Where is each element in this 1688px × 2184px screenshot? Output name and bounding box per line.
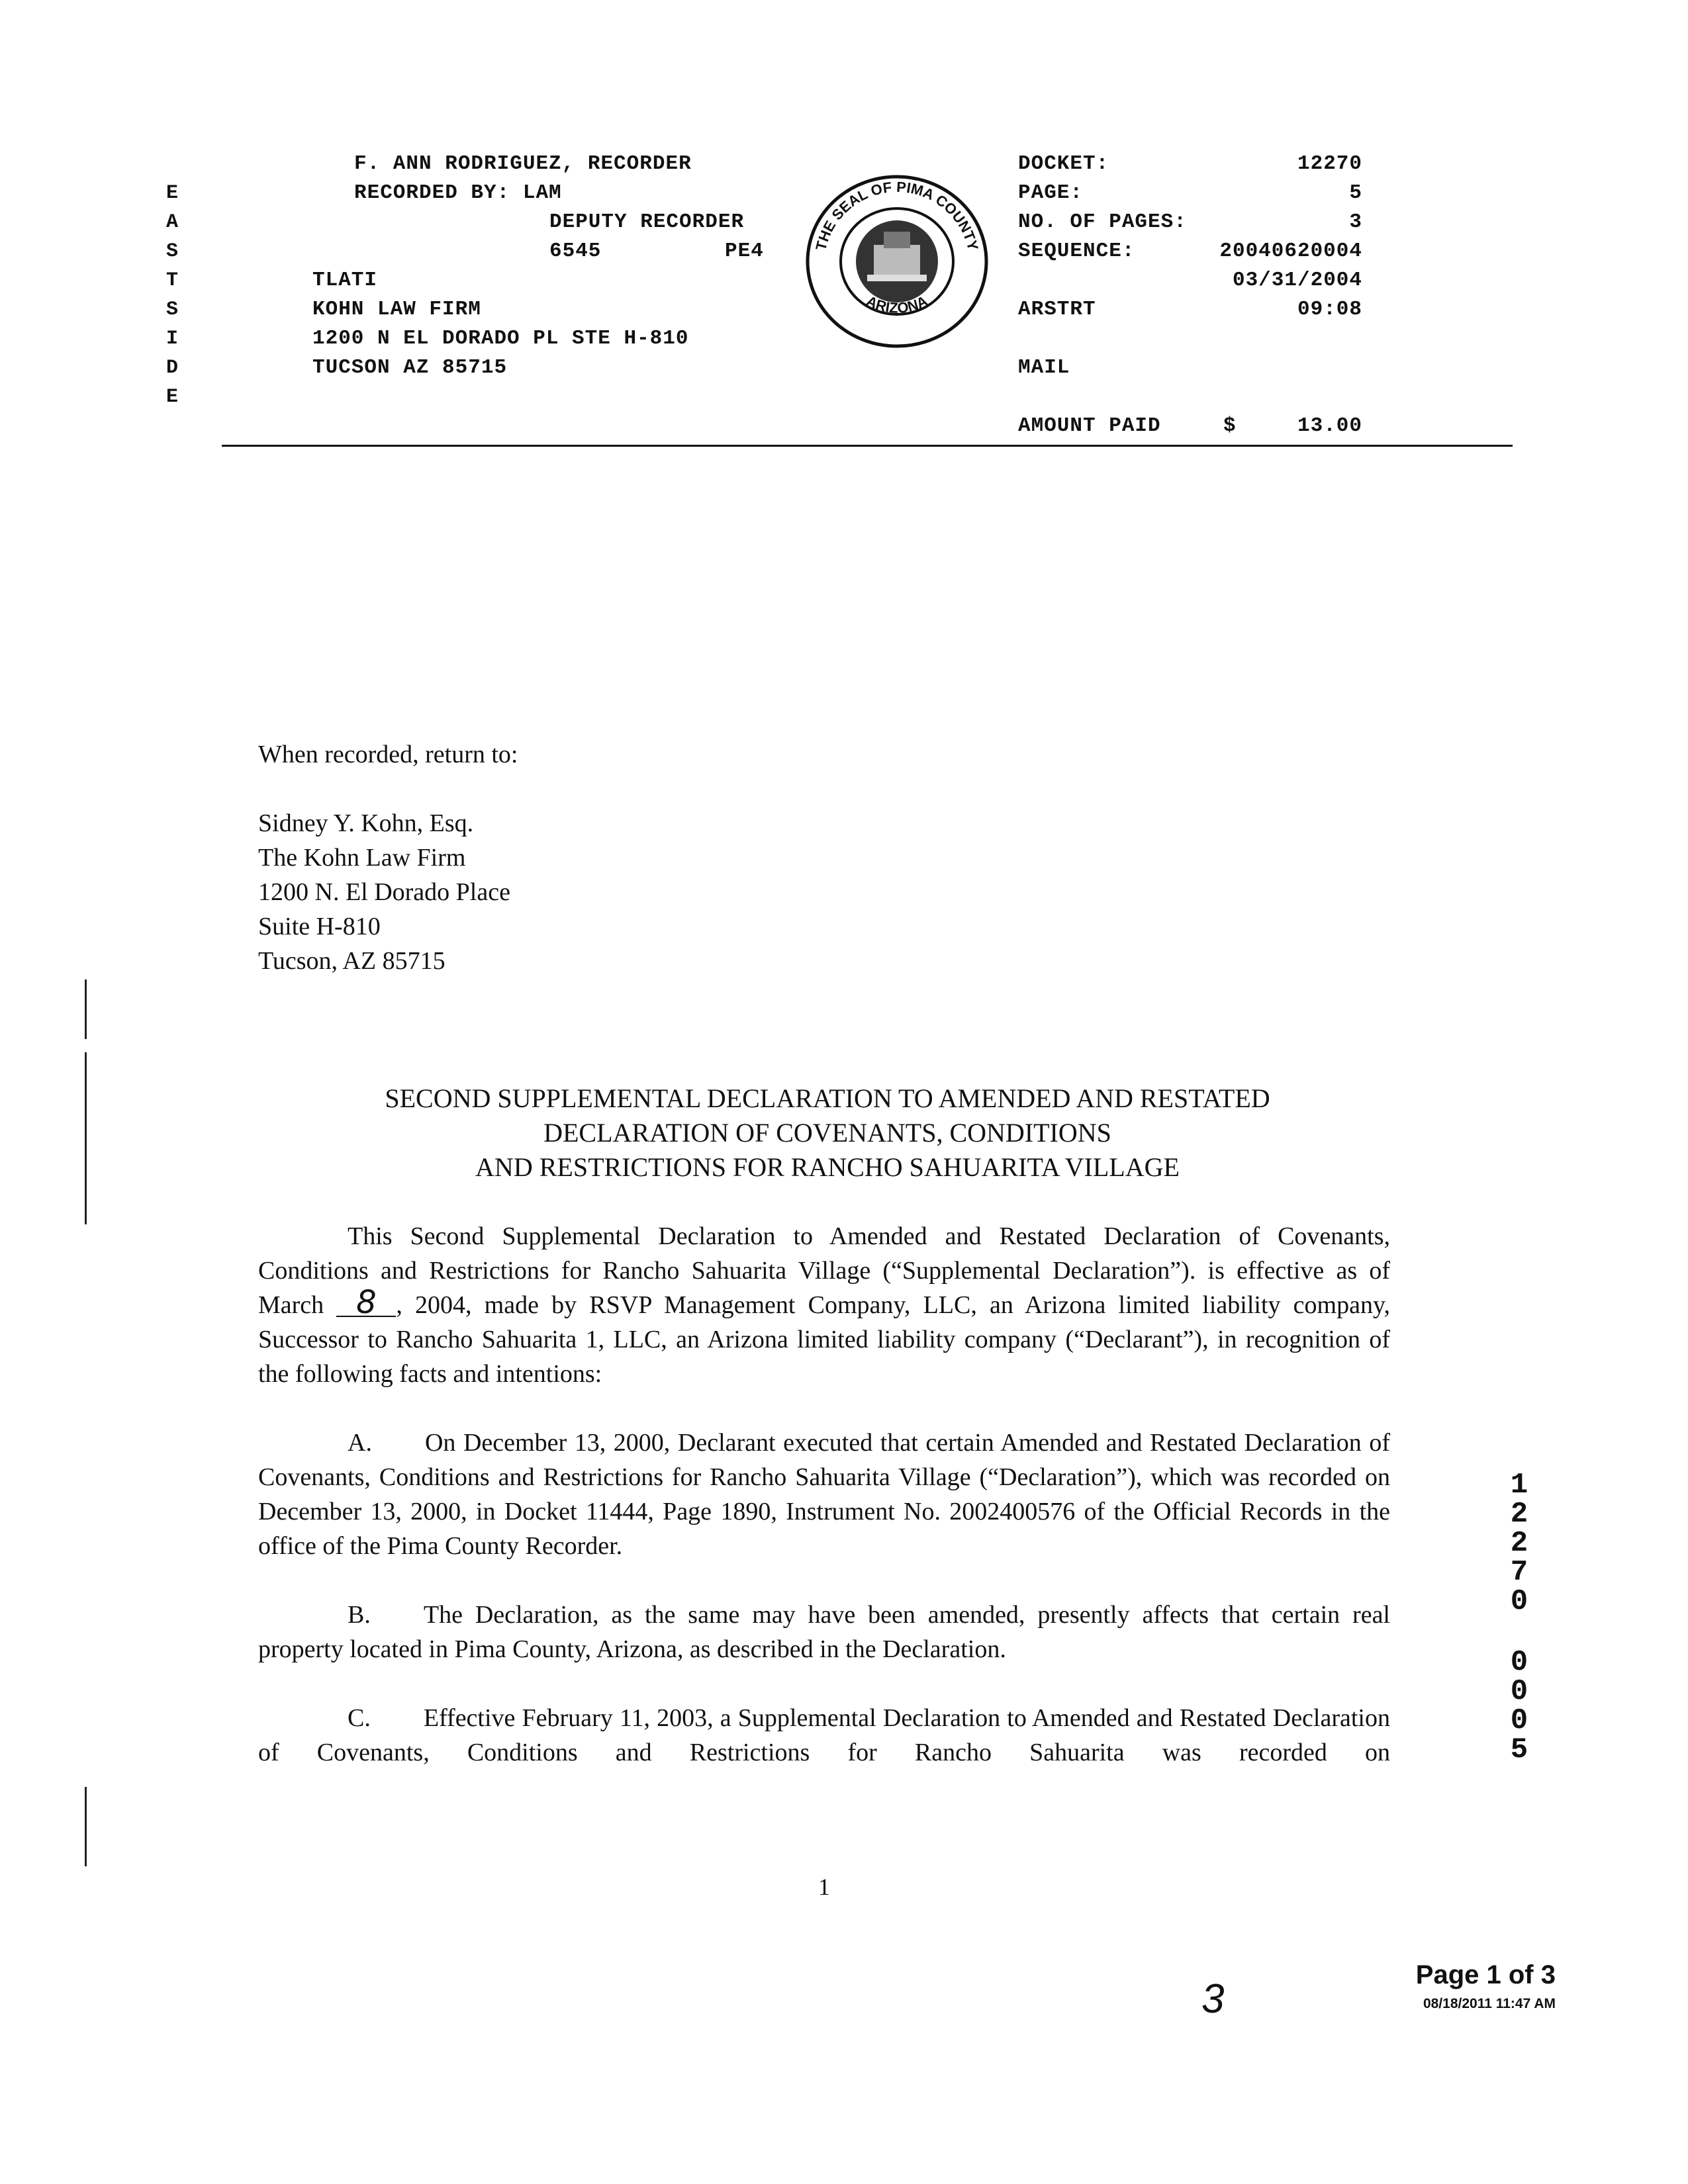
recorder-code-1: 6545 bbox=[549, 240, 602, 263]
firm-address: 1200 N EL DORADO PL STE H-810 bbox=[312, 327, 689, 350]
deputy-recorder: DEPUTY RECORDER bbox=[549, 210, 745, 234]
recital-letter: C. bbox=[348, 1704, 371, 1732]
vertical-letter: E bbox=[165, 182, 178, 205]
seal-text-top: THE SEAL OF PIMA COUNTY bbox=[812, 178, 982, 252]
pages-label: NO. OF PAGES: bbox=[1018, 210, 1187, 234]
return-line-suite: Suite H-810 bbox=[258, 913, 381, 940]
pages-value: 3 bbox=[1349, 210, 1362, 234]
intro-text-start: This Second Supplemental Declaration to Amended and Restated Declaration of Covenants, Conditions and Restrictions for Rancho Sahuarita Village (“Supplemental Declaration”). is effective as of March bbox=[258, 1222, 1390, 1319]
return-line-city: Tucson, AZ 85715 bbox=[258, 947, 445, 975]
mail-label: MAIL bbox=[1018, 356, 1070, 379]
stamp-divider bbox=[222, 445, 1513, 447]
footer-page-label: Page 1 of 3 bbox=[1415, 1960, 1556, 1989]
addressee: TLATI bbox=[312, 269, 378, 292]
margin-page-stamp bbox=[1506, 1648, 1532, 1764]
margin-digit: 0 bbox=[1510, 1646, 1528, 1679]
margin-digit: 2 bbox=[1510, 1527, 1528, 1560]
recital-letter: B. bbox=[348, 1601, 371, 1629]
vertical-letter: D bbox=[165, 357, 178, 379]
firm-name: KOHN LAW FIRM bbox=[312, 298, 481, 321]
margin-digit: 0 bbox=[1510, 1585, 1528, 1618]
vertical-letter: S bbox=[165, 298, 178, 321]
return-line-street: 1200 N. El Dorado Place bbox=[258, 878, 510, 906]
margin-digit: 0 bbox=[1510, 1675, 1528, 1708]
vertical-letter: S bbox=[165, 240, 178, 263]
recital-text: Effective February 11, 2003, a Supplemental Declaration to Amended and Restated Declaration of Covenants, Conditions and Restrictions for Rancho Sahuarita was recorded on bbox=[258, 1704, 1390, 1766]
docket-value: 12270 bbox=[1297, 152, 1362, 175]
seal-text-bottom: ARIZONA bbox=[863, 292, 931, 316]
margin-digit: 7 bbox=[1510, 1556, 1528, 1589]
vertical-letter: I bbox=[165, 328, 178, 350]
page-label: PAGE: bbox=[1018, 181, 1084, 205]
return-heading: When recorded, return to: bbox=[258, 741, 518, 768]
margin-digit: 5 bbox=[1510, 1733, 1528, 1766]
recorder-name: F. ANN RODRIGUEZ, RECORDER bbox=[354, 152, 692, 175]
page-value: 5 bbox=[1349, 181, 1362, 205]
amount-currency: $ bbox=[1223, 414, 1237, 437]
title-line: AND RESTRICTIONS FOR RANCHO SAHUARITA VILLAGE bbox=[475, 1152, 1180, 1182]
amount-label: AMOUNT PAID bbox=[1018, 414, 1161, 437]
recital-text: The Declaration, as the same may have been amended, presently affects that certain real property located in Pima County, Arizona, as described in the Declaration. bbox=[258, 1601, 1390, 1663]
recital-a bbox=[258, 1426, 1390, 1563]
amount-value: 13.00 bbox=[1297, 414, 1362, 437]
footer-timestamp: 08/18/2011 11:47 AM bbox=[1423, 1996, 1556, 2011]
title-line: DECLARATION OF COVENANTS, CONDITIONS bbox=[543, 1118, 1111, 1148]
margin-mark bbox=[85, 1787, 87, 1866]
recital-c bbox=[258, 1701, 1390, 1770]
sequence-label: SEQUENCE: bbox=[1018, 240, 1135, 263]
margin-mark bbox=[85, 1052, 87, 1224]
recital-text: On December 13, 2000, Declarant executed that certain Amended and Restated Declaration of Covenants, Conditions and Restrictions for Rancho Sahuarita Village (“Declaration”), which was recorded on December 13, 2000, in Docket 11444, Page 1890, Instrument No. 2002400576 of the Official Records in the office of the Pima County Recorder. bbox=[258, 1429, 1390, 1560]
document-title bbox=[238, 1081, 1417, 1185]
margin-digit: 2 bbox=[1510, 1498, 1528, 1531]
title-line: SECOND SUPPLEMENTAL DECLARATION TO AMENDED AND RESTATED bbox=[385, 1083, 1270, 1113]
recorded-by: RECORDED BY: LAM bbox=[354, 181, 562, 205]
pima-county-seal bbox=[801, 165, 993, 357]
recording-time: 09:08 bbox=[1297, 298, 1362, 321]
recital-b bbox=[258, 1598, 1390, 1666]
vertical-letter: A bbox=[165, 211, 178, 234]
recital-letter: A. bbox=[348, 1429, 372, 1457]
sequence-value: 20040620004 bbox=[1219, 240, 1362, 263]
arstrt-label: ARSTRT bbox=[1018, 298, 1096, 321]
page-number: 1 bbox=[818, 1874, 830, 1900]
margin-mark bbox=[85, 979, 87, 1039]
vertical-eastside-label bbox=[159, 179, 185, 412]
margin-digit: 0 bbox=[1510, 1704, 1528, 1737]
firm-city: TUCSON AZ 85715 bbox=[312, 356, 508, 379]
handwritten-day: 8 bbox=[336, 1289, 396, 1317]
margin-docket-stamp bbox=[1506, 1471, 1532, 1616]
docket-label: DOCKET: bbox=[1018, 152, 1109, 175]
recording-date: 03/31/2004 bbox=[1232, 269, 1362, 292]
margin-digit: 1 bbox=[1510, 1469, 1528, 1502]
recorder-code-2: PE4 bbox=[725, 240, 764, 263]
return-line-name: Sidney Y. Kohn, Esq. bbox=[258, 809, 474, 837]
vertical-letter: T bbox=[165, 269, 178, 292]
return-line-firm: The Kohn Law Firm bbox=[258, 844, 466, 872]
intro-paragraph bbox=[258, 1219, 1390, 1391]
vertical-letter: E bbox=[165, 386, 178, 408]
handwritten-page-mark: 3 bbox=[1201, 1976, 1225, 2022]
intro-text-end: , 2004, made by RSVP Management Company, LLC, an Arizona limited liability company, Successor to Rancho Sahuarita 1, LLC, an Arizona limited liability company (“Declarant”), in recognition of the following facts and intentions: bbox=[258, 1291, 1390, 1388]
